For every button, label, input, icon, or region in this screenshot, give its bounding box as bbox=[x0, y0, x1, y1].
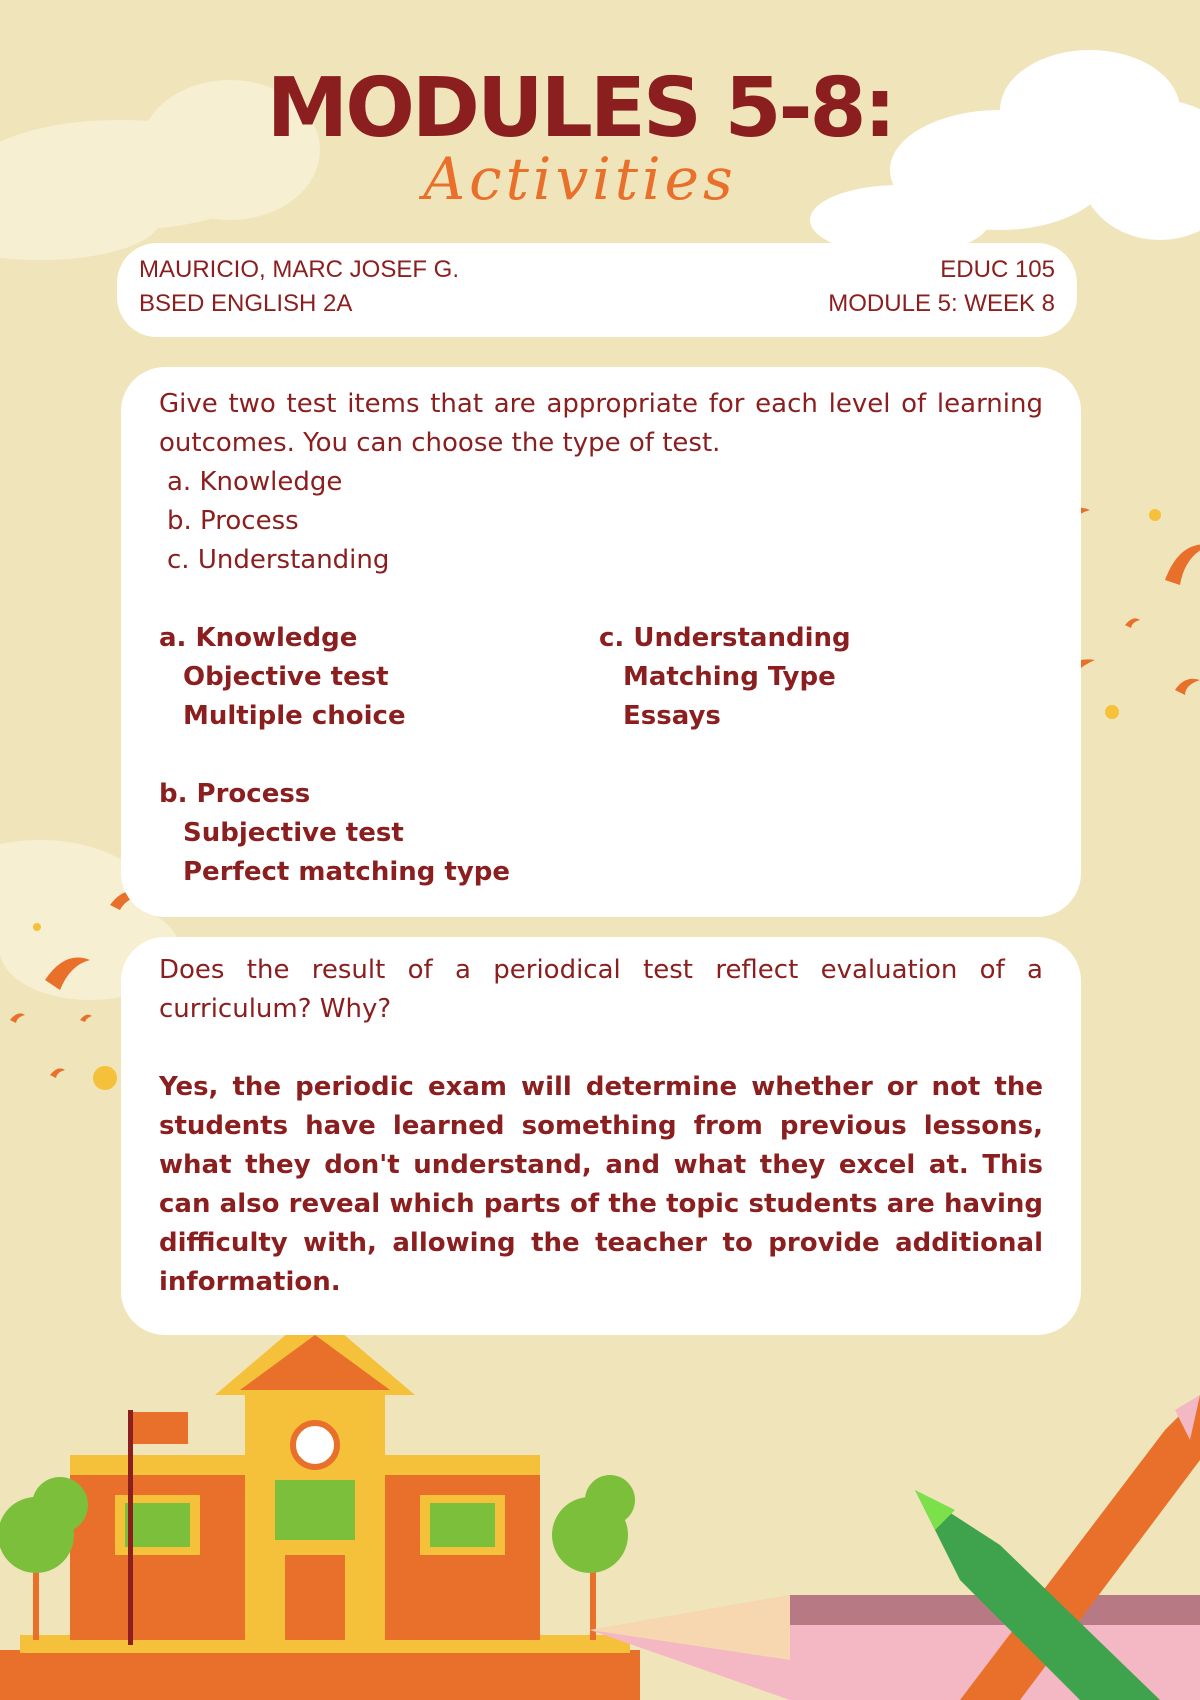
student-info-box bbox=[117, 243, 1077, 337]
answer-item: Matching Type bbox=[623, 662, 836, 692]
question-2-prompt: Does the result of a periodical test reflect evaluation of a curriculum? Why? bbox=[159, 955, 1043, 1024]
option-item: b. Process bbox=[167, 506, 299, 536]
question-2-answer: Yes, the periodic exam will determine whether or not the students have learned something from previous lessons, what they don't understand, and what they excel at. This can also reveal which parts of the topic students are having difficulty with, allowing the teacher to provide additional information. bbox=[159, 1072, 1043, 1297]
answer-heading: a. Knowledge bbox=[159, 623, 358, 653]
answer-heading: b. Process bbox=[159, 779, 311, 809]
module-label: MODULE 5: WEEK 8 bbox=[828, 290, 1055, 317]
question-1-answers bbox=[159, 619, 1043, 899]
option-item: c. Understanding bbox=[167, 545, 390, 575]
option-item: a. Knowledge bbox=[167, 467, 343, 497]
program-name: BSED ENGLISH 2A bbox=[139, 290, 353, 317]
answer-heading: c. Understanding bbox=[599, 623, 851, 653]
answer-understanding bbox=[599, 619, 851, 736]
answer-knowledge bbox=[159, 619, 406, 736]
question-2-card bbox=[121, 937, 1081, 1335]
question-1-prompt: Give two test items that are appropriate for each level of learning outcomes. You can choose the type of test. bbox=[159, 389, 1043, 458]
question-1-card bbox=[121, 367, 1081, 917]
page-subtitle: Activities bbox=[423, 145, 737, 213]
page-title: MODULES 5-8: bbox=[266, 61, 894, 156]
answer-item: Objective test bbox=[183, 662, 389, 692]
answer-item: Perfect matching type bbox=[183, 857, 511, 887]
school-building-icon bbox=[0, 1310, 640, 1700]
question-1-options bbox=[159, 463, 1043, 580]
answer-item: Subjective test bbox=[183, 818, 404, 848]
answer-item: Multiple choice bbox=[183, 701, 406, 731]
answer-process bbox=[159, 775, 510, 892]
answer-item: Essays bbox=[623, 701, 721, 731]
course-code: EDUC 105 bbox=[940, 256, 1055, 283]
student-name: MAURICIO, MARC JOSEF G. bbox=[139, 256, 460, 283]
